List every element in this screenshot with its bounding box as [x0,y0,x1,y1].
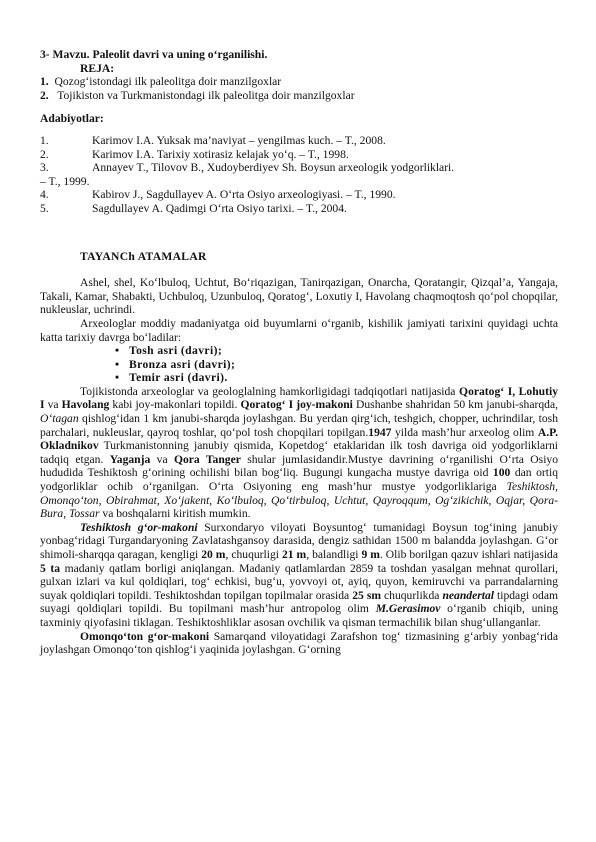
bullet-icon: • [115,371,120,385]
references-heading: Adabiyotlar: [40,112,104,126]
plan-item: 1. Qozog‘istondagi ilk paleolitga doir manzilgoxlar [40,75,282,89]
period-list-item: • Temir asri (davri). [115,371,228,385]
reference-item: 2. Karimov I.A. Tarixiy xotirasiz kelajak yo‘q. – T., 1998. [40,147,349,161]
reference-continuation: – T., 1999. [40,174,90,188]
period-list-item: • Bronza asri (davri); [115,357,236,371]
lesson-title: 3- Mavzu. Paleolit davri va uning o‘rganilishi. [40,48,268,61]
reference-item: 4. Kabirov J., Sagdullayev A. O‘rta Osiyo arxeologiyasi. – T., 1990. [40,188,396,202]
reference-item: 3. Annayev T., Tilovov B., Xudoyberdiyev Sh. Boysun arxeologik yodgorliklari. [40,161,455,175]
key-terms-paragraph: Ashel, shel, Ko‘lbuloq, Uchtut, Bo‘riqazigan, Tanirqazigan, Onarcha, Qoratangir, Qizqal’a, Yangaja, Takali, Kamar, Shabakti, Uchbuloq, Uzunbuloq, Qoratog‘, Loxutiy I, Havolang chaqmoqtosh qo‘pol chopqilar, nukleuslar, uchrindi. [40,276,558,317]
reference-item: 1. Karimov I.A. Yuksak ma’naviyat – yengilmas kuch. – T., 2008. [40,133,386,147]
document-page [40,48,558,657]
bullet-icon: • [115,344,120,358]
reference-item: 5. Sagdullayev A. Qadimgi O‘rta Osiyo tarixi. – T., 2004. [40,201,347,215]
bullet-icon: • [115,357,120,371]
plan-heading: REJA: [80,61,115,75]
periods-intro-paragraph: Arxeologlar moddiy madaniyatga oid buyumlarni o‘rganib, kishilik jamiyati tarixini quyidagi uchta katta tarixiy davrga bo‘ladilar: [40,316,558,344]
key-terms-heading: TAYANCh ATAMALAR [80,249,207,263]
teshiktosh-paragraph: Teshiktosh g‘or-makoni Surxondaryo viloyati Boysuntog‘ tumanidagi Boysun tog‘ining janubiy yonbag‘ridagi Turgandaryoning Zavlatashgansoy darasida, dengiz sathidan 1500 m balandda joylashgan. G‘or shimoli-sharqqa qaragan, kengligi 20 m, chuqurligi 21 m, balandligi 9 m. Olib borilgan qazuv ishlari natijasida 5 ta madaniy qatlam borligi aniqlangan. Madaniy qatlamlardan 2859 ta toshdan yasalgan mehnat qurollari, gulxan izlari va kul qoldiqlari, tog‘ echkisi, bug‘u, yovvoyi ot, ayiq, quyon, kemiruvchi va parrandalarning suyak qoldiqlari topildi. Teshiktoshdan topilgan topilmalar orasida 25 sm chuqurlikda neandertal tipdagi odam suyagi qoldiqlari topildi. Bu topilmani mash’hur antropolog olim M.Gerasimov o‘rganib chiqib, uning taxminiy qiyofasini tiklagan. Teshiktoshliklar asosan ovchilik va qisman termachilik bilan shug‘ullanganlar. [40,520,558,629]
tajikistan-paragraph: Tojikistonda arxeologlar va geologlalning hamkorligidagi tadqiqotlari natijasida Qoratog‘ I, Lohutiy I va Havolang kabi joy-makonlari topildi. Qoratog‘ I joy-makoni Dushanbe shahridan 50 km janubi-sharqda, O‘tagan qishlog‘idan 1 km janubi-sharqda joylashgan. Bu yerdan qirg‘ich, teshgich, chopper, uchrindilar, tosh parchalari, nukleuslar, qayroq toshlar, qo‘pol tosh chopqilari topilgan.1947 yilda mash’hur arxeolog olim A.P. Okladnikov Turkmanistonning janubiy qismida, Kopetdog‘ etaklaridan ilk tosh davriga oid yodgorliklarni tadqiq etgan. Yaganja va Qora Tanger shular jumlasidandir.Mustye davrining o‘rganilishi O‘rta Osiyo hududida Teshiktosh g‘orining ochilishi bilan bog‘liq. Bugungi kungacha mustye davriga oid 100 dan ortiq yodgorliklar ochib o‘rganilgan. O‘rta Osiyoning eng mash’hur mustye yodgorliklariga Teshiktosh, Omonqo‘ton, Obirahmat, Xo‘jakent, Ko‘lbuloq, Qo‘tirbuloq, Uchtut, Qayroqqum, Og‘zikichik, Oqjar, Qora-Bura, Tossar va boshqalarni kiritish mumkin. [40,384,559,521]
plan-item: 2. Tojikiston va Turkmanistondagi ilk paleolitga doir manzilgoxlar [40,88,355,102]
omonqoton-paragraph: Omonqo‘ton g‘or-makoni Samarqand viloyatidagi Zarafshon tog‘ tizmasining g‘arbiy yonbag‘rida joylashgan Omonqo‘ton qishlog‘i yaqinida joylashgan. G‘orning [40,629,559,657]
period-list-item: • Tosh asri (davri); [115,344,223,358]
